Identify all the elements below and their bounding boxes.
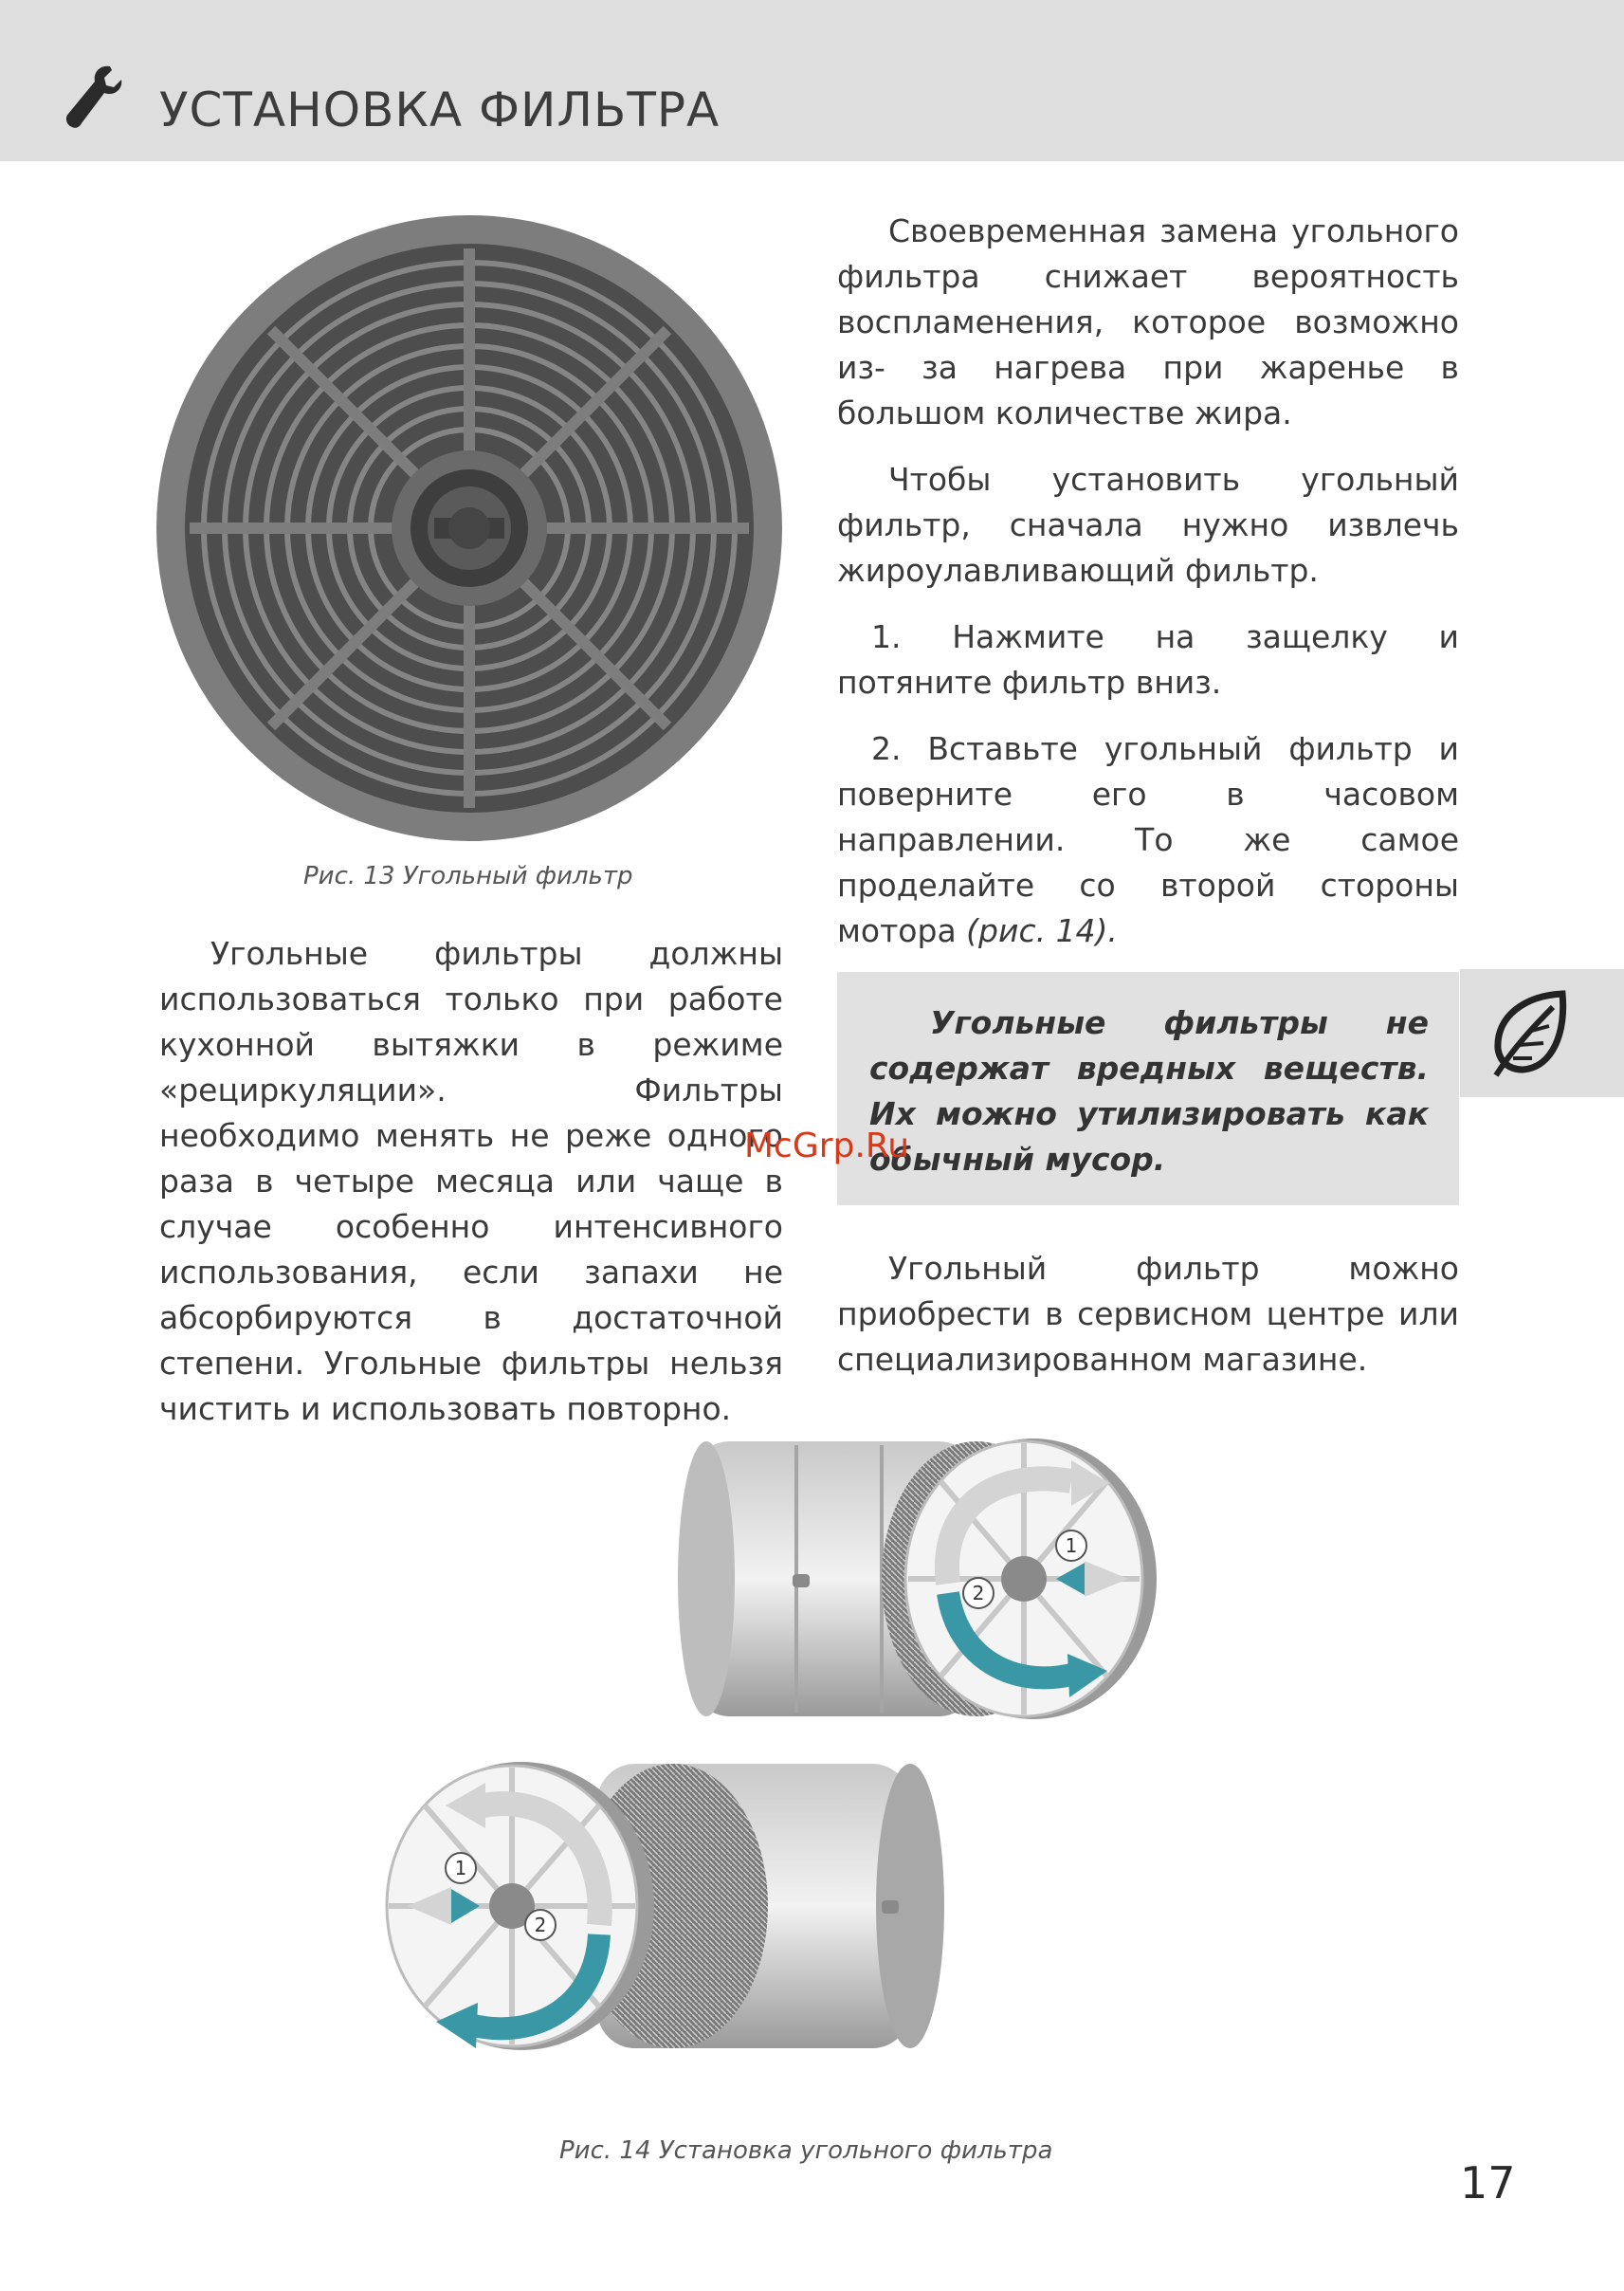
wrench-icon	[63, 61, 129, 131]
marker-1-lower: 1	[454, 1857, 467, 1879]
leaf-icon	[1487, 988, 1572, 1079]
eco-note-box	[837, 972, 1459, 1205]
right-paragraph-2: Чтобы установить угольный фильтр, сначала нужно извлечь жироулавливающий фильтр.	[837, 461, 1459, 589]
page-title: УСТАНОВКА ФИЛЬТРА	[159, 82, 721, 137]
step-1: 1. Нажмите на защелку и потяните фильтр вниз.	[837, 618, 1459, 701]
eco-side-tab	[1460, 969, 1624, 1097]
filter-installation-image	[351, 1422, 1280, 2105]
step-2-figure-ref: (рис. 14).	[966, 912, 1118, 949]
eco-note-text: Угольные фильтры не содержат вредных веществ. Их можно утилизировать как обычный мусор.	[869, 1004, 1429, 1178]
marker-2-lower: 2	[534, 1914, 547, 1936]
figure-14-caption: Рис. 14 Установка угольного фильтра	[559, 2136, 1053, 2165]
left-paragraph: Угольные фильтры должны использоваться только при работе кухонной вытяжки в режиме «рециркуляции». Фильтры необходимо менять не реже одного раза в четыре месяца или чаще в случае особенно интенсивного использования, если запахи не абсорбируются в достаточной степени. Угольные фильтры нельзя чистить и использовать повторно.	[159, 935, 783, 1427]
marker-2-upper: 2	[972, 1582, 985, 1604]
step-2	[837, 726, 1459, 954]
watermark: McGrp.Ru	[744, 1127, 910, 1165]
right-column	[837, 209, 1459, 1020]
left-column	[159, 931, 783, 1453]
page-header	[0, 0, 1624, 161]
carbon-filter-image	[154, 212, 785, 844]
right-column-bottom	[837, 1246, 1459, 1403]
right-paragraph-1: Своевременная замена угольного фильтра снижает вероятность воспламенения, которое возможно из- за нагрева при жаренье в большом количестве жира.	[837, 212, 1459, 431]
figure-13-caption: Рис. 13 Угольный фильтр	[303, 862, 633, 890]
step-2-text: 2. Вставьте угольный фильтр и поверните его в часовом направлении. То же самое проделайте со второй стороны мотора	[837, 730, 1459, 949]
page-number: 17	[1460, 2157, 1516, 2209]
right-paragraph-last: Угольный фильтр можно приобрести в сервисном центре или специализированном магазине.	[837, 1250, 1459, 1378]
marker-1-upper: 1	[1065, 1534, 1078, 1557]
